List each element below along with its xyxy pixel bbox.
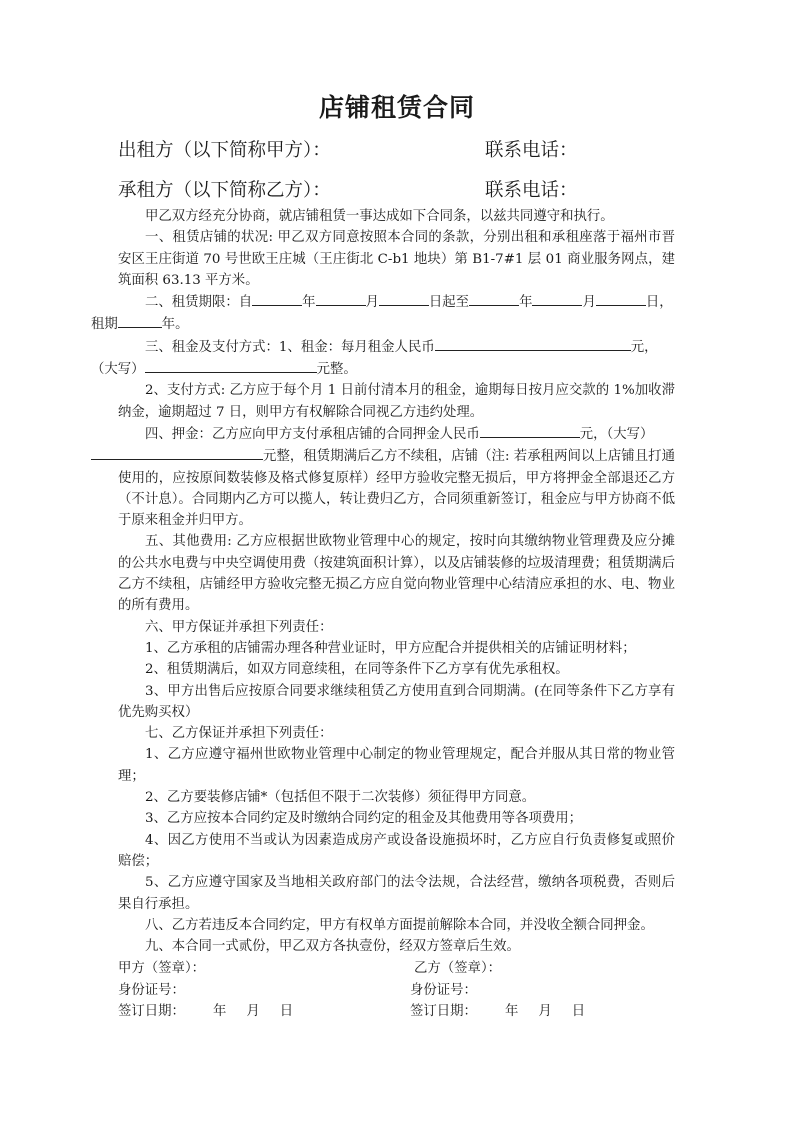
clause-9-copies: 九、本合同一式贰份，甲乙双方各执壹份，经双方签章后生效。 <box>145 939 520 955</box>
party-a-seal-label: 甲方（签章）： <box>118 961 206 976</box>
clause-7-item-5: 5、乙方应遵守国家及当地相关政府部门的法令法规，合法经营，缴纳各项税费，否则后果自行承担。 <box>118 875 675 912</box>
end-year-blank[interactable] <box>469 291 519 306</box>
lessee-label: 承租方（以下简称乙方）： <box>118 180 331 201</box>
lessee-phone-label: 联系电话： <box>485 180 578 201</box>
rent-capital-blank[interactable] <box>145 358 317 373</box>
party-b-signature <box>410 958 585 1023</box>
contract-body <box>91 206 675 957</box>
party-a-signature <box>118 958 293 1023</box>
clause-4-deposit <box>118 423 675 531</box>
term-prefix: 二、租赁期限：自 <box>145 295 253 311</box>
party-b-month: 月 <box>538 1004 552 1019</box>
clause-6-item-2: 2、租赁期满后，如双方同意续租，在同等条件下乙方享有优先承租权。 <box>145 662 569 678</box>
start-day-blank[interactable] <box>379 291 429 306</box>
end-year-label: 年 <box>519 295 533 311</box>
rent-capital-prefix: （大写） <box>91 362 145 378</box>
clause-2-term <box>91 291 675 336</box>
start-year-blank[interactable] <box>252 291 302 306</box>
start-year-label: 年 <box>302 295 316 311</box>
end-month-label: 月 <box>582 295 596 311</box>
party-a-date-label: 签订日期： <box>118 1004 185 1019</box>
clause-3-rent <box>91 336 675 381</box>
start-month-label: 月 <box>365 295 379 311</box>
deposit-prefix: 四、押金：乙方应向甲方支付承租店铺的合同押金人民币 <box>145 426 480 442</box>
end-day-label: 日， <box>645 295 673 311</box>
clause-7-item-2: 2、乙方要装修店铺*（包括但不限于二次装修）须征得甲方同意。 <box>145 790 536 806</box>
lessee-row <box>118 176 678 202</box>
party-a-day: 日 <box>279 1004 294 1019</box>
lease-term-blank[interactable] <box>118 313 162 328</box>
clause-8-breach: 八、乙方若违反本合同约定，甲方有权单方面提前解除本合同，并没收全额合同押金。 <box>145 917 654 933</box>
deposit-mid: 元，（大写） <box>579 426 654 442</box>
party-b-year: 年 <box>504 1004 519 1019</box>
rent-capital-suffix: 元整。 <box>316 362 357 378</box>
lessor-row <box>118 136 678 162</box>
clause-6-item-1: 1、乙方承租的店铺需办理各种营业证时，甲方应配合并提供相关的店铺证明材料； <box>145 640 636 656</box>
clause-7-item-3: 3、乙方应按本合同约定及时缴纳合同约定的租金及其他费用等各项费用； <box>145 811 583 827</box>
lessor-phone-label: 联系电话： <box>485 140 578 161</box>
clause-7-heading: 七、乙方保证并承担下列责任： <box>145 726 333 742</box>
party-b-day: 日 <box>571 1004 586 1019</box>
clause-3-payment: 2、支付方式: 乙方应于每个月 1 日前付清本月的租金，逾期每日按月应交款的 1%加收滞纳金，逾期超过 7 日，则甲方有权解除合同视乙方违约处理。 <box>118 383 675 420</box>
party-b-date-row <box>410 1001 585 1023</box>
start-month-blank[interactable] <box>316 291 366 306</box>
monthly-rent-blank[interactable] <box>435 336 631 351</box>
clause-7-item-4: 4、因乙方使用不当或认为因素造成房产或设备设施损坏时，乙方应自行负责修复或照价赔偿； <box>118 832 675 869</box>
party-a-date-row <box>118 1001 293 1023</box>
rent-suffix: 元， <box>630 339 658 355</box>
party-b-date-label: 签订日期： <box>410 1004 477 1019</box>
start-day-label: 日起至 <box>428 295 470 311</box>
party-b-seal-label: 乙方（签章）： <box>414 961 502 976</box>
document-title: 店铺租赁合同 <box>318 93 475 122</box>
party-a-id-label: 身份证号： <box>118 982 185 998</box>
lessor-label: 出租方（以下简称甲方）： <box>118 140 331 161</box>
end-month-blank[interactable] <box>532 291 582 306</box>
end-day-blank[interactable] <box>596 291 646 306</box>
rent-prefix: 三、租金及支付方式：1、租金：每月租金人民币 <box>145 339 435 355</box>
deposit-amount-blank[interactable] <box>480 423 580 438</box>
clause-6-item-3: 3、甲方出售后应按原合同要求继续租赁乙方使用直到合同期满。(在同等条件下乙方享有优先购买权） <box>118 683 675 720</box>
clause-5-other-fees: 五、其他费用: 乙方应根据世欧物业管理中心的规定，按时向其缴纳物业管理费及应分摊的公共水电费与中央空调使用费（按建筑面积计算），以及店铺装修的垃圾清理费；租赁期满后乙方不续租，店铺经甲方验收完整无损乙方应自觉向物业管理中心结清应承担的水、电、物业的所有费用。 <box>118 534 675 614</box>
party-a-year: 年 <box>212 1004 227 1019</box>
party-b-id-label: 身份证号： <box>410 982 477 998</box>
lease-term-suffix: 年。 <box>161 317 189 333</box>
intro-paragraph: 甲乙双方经充分协商，就店铺租赁一事达成如下合同条，以兹共同遵守和执行。 <box>145 209 614 224</box>
clause-6-heading: 六、甲方保证并承担下列责任： <box>145 619 333 635</box>
clause-1-premises: 一、租赁店铺的状况: 甲乙双方同意按照本合同的条款，分别出租和承租座落于福州市晋安区王庄街道 70 号世欧王庄城（王庄街北 C-b1 地块）第 B1-7#1 层 01 商业服务网点，建筑面积 63.13 平方米。 <box>118 230 675 288</box>
deposit-capital-blank[interactable] <box>91 445 263 460</box>
deposit-rest: 元整，租赁期满后乙方不续租，店铺（注: 若承租两间以上店铺且打通使用的，应按原间数装修及格式修复原样）经甲方验收完整无损后，甲方将押金全部退还乙方（不计息）。合同期内乙方可以揽人，转让费归乙方，合同须重新签订，租金应与甲方协商不低于原来租金并归甲方。 <box>118 449 675 529</box>
party-a-month: 月 <box>246 1004 260 1019</box>
lease-term-prefix: 租期 <box>91 317 118 333</box>
clause-7-item-1: 1、乙方应遵守福州世欧物业管理中心制定的物业管理规定，配合并服从其日常的物业管理； <box>118 747 675 784</box>
